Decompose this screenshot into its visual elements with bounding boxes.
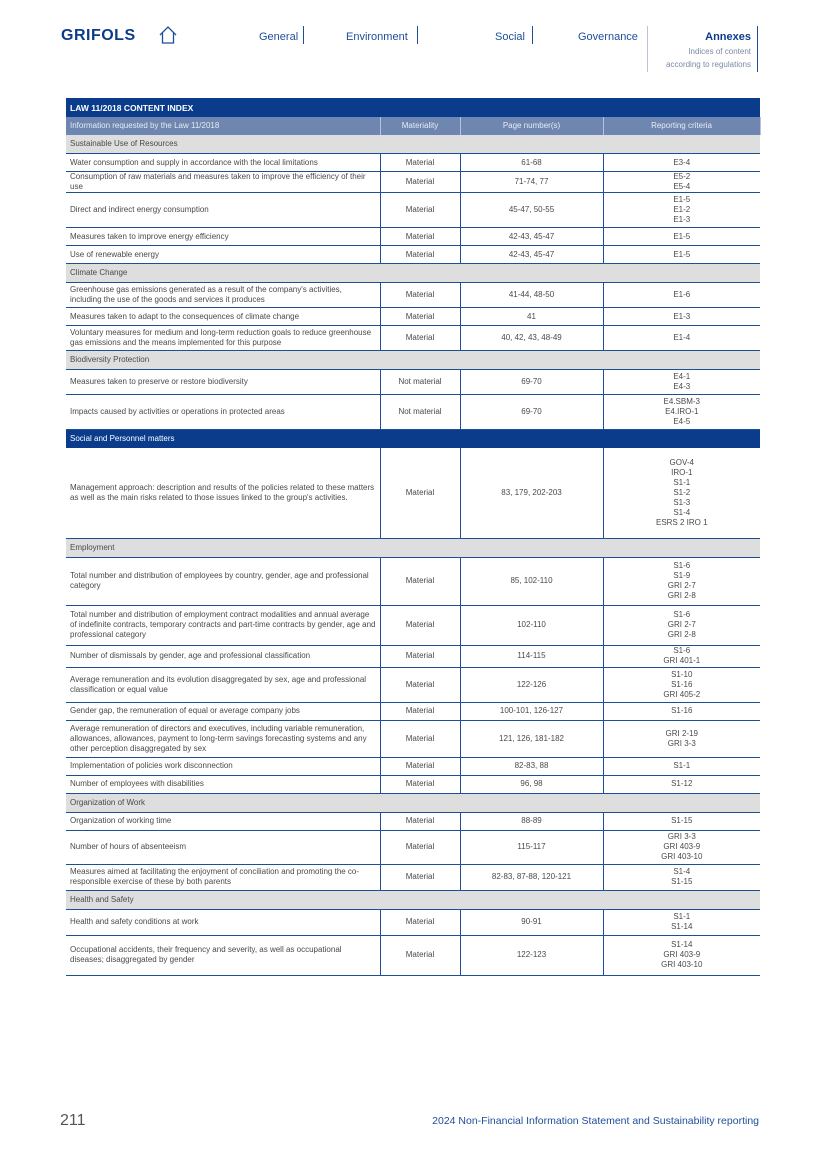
cell-information: Health and safety conditions at work	[66, 909, 380, 935]
table-row	[66, 720, 760, 757]
cell-materiality: Material	[380, 154, 460, 172]
nav-annexes[interactable]	[647, 26, 758, 72]
table-row	[66, 154, 760, 172]
cell-criteria: E1-5 E1-2 E1-3	[603, 193, 760, 228]
cell-pages: 82-83, 88	[460, 757, 603, 775]
cell-information: Greenhouse gas emissions generated as a result of the company's activities, including the use of the goods and services it produces	[66, 283, 380, 308]
cell-information: Measures aimed at facilitating the enjoyment of conciliation and promoting the co-responsible exercise of these by both parents	[66, 864, 380, 890]
nav-environment-label[interactable]: Environment	[346, 31, 408, 43]
cell-pages: 42-43, 45-47	[460, 246, 603, 264]
content-index-table	[66, 98, 761, 976]
cell-information: Direct and indirect energy consumption	[66, 193, 380, 228]
cell-criteria: S1-16	[603, 702, 760, 720]
cell-pages: 83, 179, 202-203	[460, 448, 603, 538]
cell-information: Impacts caused by activities or operations in protected areas	[66, 395, 380, 430]
cell-information: Total number and distribution of employment contract modalities and annual average of indefinite contracts, temporary contracts and part-time contracts by gender, age and professional category	[66, 605, 380, 645]
cell-materiality: Material	[380, 720, 460, 757]
grifols-logo[interactable]: GRIFOLS	[61, 27, 136, 44]
table-row	[66, 228, 760, 246]
page-number: 211	[60, 1112, 86, 1129]
section-header-row	[66, 264, 760, 283]
cell-materiality: Material	[380, 812, 460, 830]
cell-materiality: Material	[380, 308, 460, 326]
cell-pages: 88-89	[460, 812, 603, 830]
cell-criteria: GRI 3-3 GRI 403-9 GRI 403-10	[603, 830, 760, 864]
section-title: Sustainable Use of Resources	[66, 135, 760, 154]
cell-criteria: E1-3	[603, 308, 760, 326]
cell-pages: 122-126	[460, 667, 603, 702]
table-row	[66, 448, 760, 538]
cell-information: Occupational accidents, their frequency and severity, as well as occupational diseases; disaggregated by gender	[66, 935, 380, 975]
section-title: Climate Change	[66, 264, 760, 283]
nav-general-label[interactable]: General	[259, 31, 299, 43]
cell-criteria: S1-10 S1-16 GRI 405-2	[603, 667, 760, 702]
nav-social[interactable]	[495, 31, 525, 43]
cell-information: Total number and distribution of employees by country, gender, age and professional category	[66, 557, 380, 605]
section-title: Employment	[66, 538, 760, 557]
cell-pages: 114-115	[460, 645, 603, 667]
cell-information: Average remuneration of directors and executives, including variable remuneration, allowances, allowances, payment to long-term savings forecasting systems and any other perception disaggregated by sex	[66, 720, 380, 757]
cell-pages: 82-83, 87-88, 120-121	[460, 864, 603, 890]
section-header-row	[66, 430, 760, 449]
nav-governance[interactable]	[578, 31, 638, 43]
cell-information: Number of hours of absenteeism	[66, 830, 380, 864]
column-header-criteria: Reporting criteria	[603, 117, 760, 135]
cell-materiality: Material	[380, 645, 460, 667]
cell-criteria: E5-2 E5-4	[603, 172, 760, 193]
cell-materiality: Not material	[380, 370, 460, 395]
cell-pages: 115-117	[460, 830, 603, 864]
home-icon[interactable]	[158, 25, 178, 50]
cell-pages: 96, 98	[460, 775, 603, 793]
cell-pages: 100-101, 126-127	[460, 702, 603, 720]
cell-information: Number of employees with disabilities	[66, 775, 380, 793]
cell-pages: 42-43, 45-47	[460, 228, 603, 246]
cell-criteria: S1-6 GRI 2-7 GRI 2-8	[603, 605, 760, 645]
cell-criteria: S1-1	[603, 757, 760, 775]
cell-criteria: S1-14 GRI 403-9 GRI 403-10	[603, 935, 760, 975]
table-row	[66, 283, 760, 308]
cell-materiality: Material	[380, 667, 460, 702]
cell-materiality: Material	[380, 702, 460, 720]
table-row	[66, 326, 760, 351]
table-row	[66, 308, 760, 326]
cell-pages: 71-74, 77	[460, 172, 603, 193]
table-row	[66, 702, 760, 720]
cell-criteria: GRI 2-19 GRI 3-3	[603, 720, 760, 757]
cell-information: Organization of working time	[66, 812, 380, 830]
table-row	[66, 757, 760, 775]
table-row	[66, 557, 760, 605]
cell-materiality: Material	[380, 557, 460, 605]
cell-materiality: Material	[380, 830, 460, 864]
cell-pages: 85, 102-110	[460, 557, 603, 605]
cell-information: Measures taken to preserve or restore biodiversity	[66, 370, 380, 395]
cell-materiality: Material	[380, 283, 460, 308]
section-title: Health and Safety	[66, 890, 760, 909]
column-header-pages: Page number(s)	[460, 117, 603, 135]
cell-pages: 61-68	[460, 154, 603, 172]
nav-divider	[417, 26, 418, 44]
cell-pages: 69-70	[460, 370, 603, 395]
nav-annexes-sub-2: according to regulations	[666, 60, 751, 69]
table-row	[66, 370, 760, 395]
cell-information: Water consumption and supply in accordance with the local limitations	[66, 154, 380, 172]
nav-annexes-label[interactable]: Annexes	[705, 31, 751, 43]
nav-social-label[interactable]: Social	[495, 31, 525, 43]
cell-criteria: E1-5	[603, 246, 760, 264]
cell-pages: 121, 126, 181-182	[460, 720, 603, 757]
cell-materiality: Material	[380, 864, 460, 890]
table-row	[66, 812, 760, 830]
cell-information: Implementation of policies work disconnection	[66, 757, 380, 775]
cell-information: Measures taken to improve energy efficiency	[66, 228, 380, 246]
cell-information: Measures taken to adapt to the consequences of climate change	[66, 308, 380, 326]
cell-information: Use of renewable energy	[66, 246, 380, 264]
cell-materiality: Material	[380, 172, 460, 193]
nav-divider	[532, 26, 533, 44]
table-row	[66, 909, 760, 935]
cell-information: Number of dismissals by gender, age and professional classification	[66, 645, 380, 667]
table-title-row	[66, 98, 760, 117]
footer-document-title: 2024 Non-Financial Information Statement and Sustainability reporting	[432, 1115, 759, 1127]
table-header-row	[66, 117, 760, 135]
nav-annexes-sub-1: Indices of content	[688, 47, 751, 56]
cell-pages: 69-70	[460, 395, 603, 430]
cell-materiality: Material	[380, 757, 460, 775]
cell-criteria: GOV-4 IRO-1 S1-1 S1-2 S1-3 S1-4 ESRS 2 IRO 1	[603, 448, 760, 538]
cell-pages: 40, 42, 43, 48-49	[460, 326, 603, 351]
cell-criteria: E1-5	[603, 228, 760, 246]
nav-environment[interactable]	[346, 31, 408, 43]
cell-information: Management approach: description and results of the policies related to these matters as well as the main risks related to those issues linked to the group's activities.	[66, 448, 380, 538]
cell-criteria: S1-12	[603, 775, 760, 793]
section-header-row	[66, 538, 760, 557]
section-header-row	[66, 135, 760, 154]
cell-pages: 90-91	[460, 909, 603, 935]
cell-materiality: Material	[380, 326, 460, 351]
nav-general[interactable]	[259, 31, 298, 43]
cell-pages: 45-47, 50-55	[460, 193, 603, 228]
cell-materiality: Material	[380, 448, 460, 538]
table-row	[66, 246, 760, 264]
cell-criteria: E1-6	[603, 283, 760, 308]
cell-information: Consumption of raw materials and measures taken to improve the efficiency of their use	[66, 172, 380, 193]
cell-criteria: S1-6 S1-9 GRI 2-7 GRI 2-8	[603, 557, 760, 605]
table-row	[66, 935, 760, 975]
table-row	[66, 667, 760, 702]
cell-information: Gender gap, the remuneration of equal or average company jobs	[66, 702, 380, 720]
cell-pages: 122-123	[460, 935, 603, 975]
cell-materiality: Material	[380, 193, 460, 228]
page-header	[0, 0, 825, 80]
cell-criteria: S1-15	[603, 812, 760, 830]
nav-governance-label[interactable]: Governance	[578, 31, 638, 43]
cell-materiality: Material	[380, 935, 460, 975]
section-title: Biodiversity Protection	[66, 351, 760, 370]
cell-criteria: E1-4	[603, 326, 760, 351]
section-header-row	[66, 890, 760, 909]
column-header-materiality: Materiality	[380, 117, 460, 135]
cell-criteria: S1-4 S1-15	[603, 864, 760, 890]
cell-criteria: S1-1 S1-14	[603, 909, 760, 935]
section-title: Organization of Work	[66, 793, 760, 812]
section-title: Social and Personnel matters	[66, 430, 760, 449]
table-row	[66, 830, 760, 864]
cell-pages: 102-110	[460, 605, 603, 645]
table-row	[66, 193, 760, 228]
nav-divider	[303, 26, 304, 44]
cell-materiality: Material	[380, 228, 460, 246]
table-row	[66, 775, 760, 793]
section-header-row	[66, 351, 760, 370]
cell-information: Voluntary measures for medium and long-term reduction goals to reduce greenhouse gas emissions and the means implemented for this purpose	[66, 326, 380, 351]
cell-criteria: S1-6 GRI 401-1	[603, 645, 760, 667]
table-title: LAW 11/2018 CONTENT INDEX	[66, 98, 760, 117]
table-row	[66, 172, 760, 193]
cell-pages: 41-44, 48-50	[460, 283, 603, 308]
table-row	[66, 864, 760, 890]
cell-criteria: E4-1 E4-3	[603, 370, 760, 395]
cell-pages: 41	[460, 308, 603, 326]
cell-materiality: Not material	[380, 395, 460, 430]
cell-materiality: Material	[380, 605, 460, 645]
cell-materiality: Material	[380, 246, 460, 264]
cell-criteria: E3-4	[603, 154, 760, 172]
table-row	[66, 395, 760, 430]
cell-criteria: E4.SBM-3 E4.IRO-1 E4-5	[603, 395, 760, 430]
cell-information: Average remuneration and its evolution disaggregated by sex, age and professional classification or equal value	[66, 667, 380, 702]
table-row	[66, 645, 760, 667]
cell-materiality: Material	[380, 775, 460, 793]
cell-materiality: Material	[380, 909, 460, 935]
column-header-information: Information requested by the Law 11/2018	[66, 117, 380, 135]
section-header-row	[66, 793, 760, 812]
table-row	[66, 605, 760, 645]
